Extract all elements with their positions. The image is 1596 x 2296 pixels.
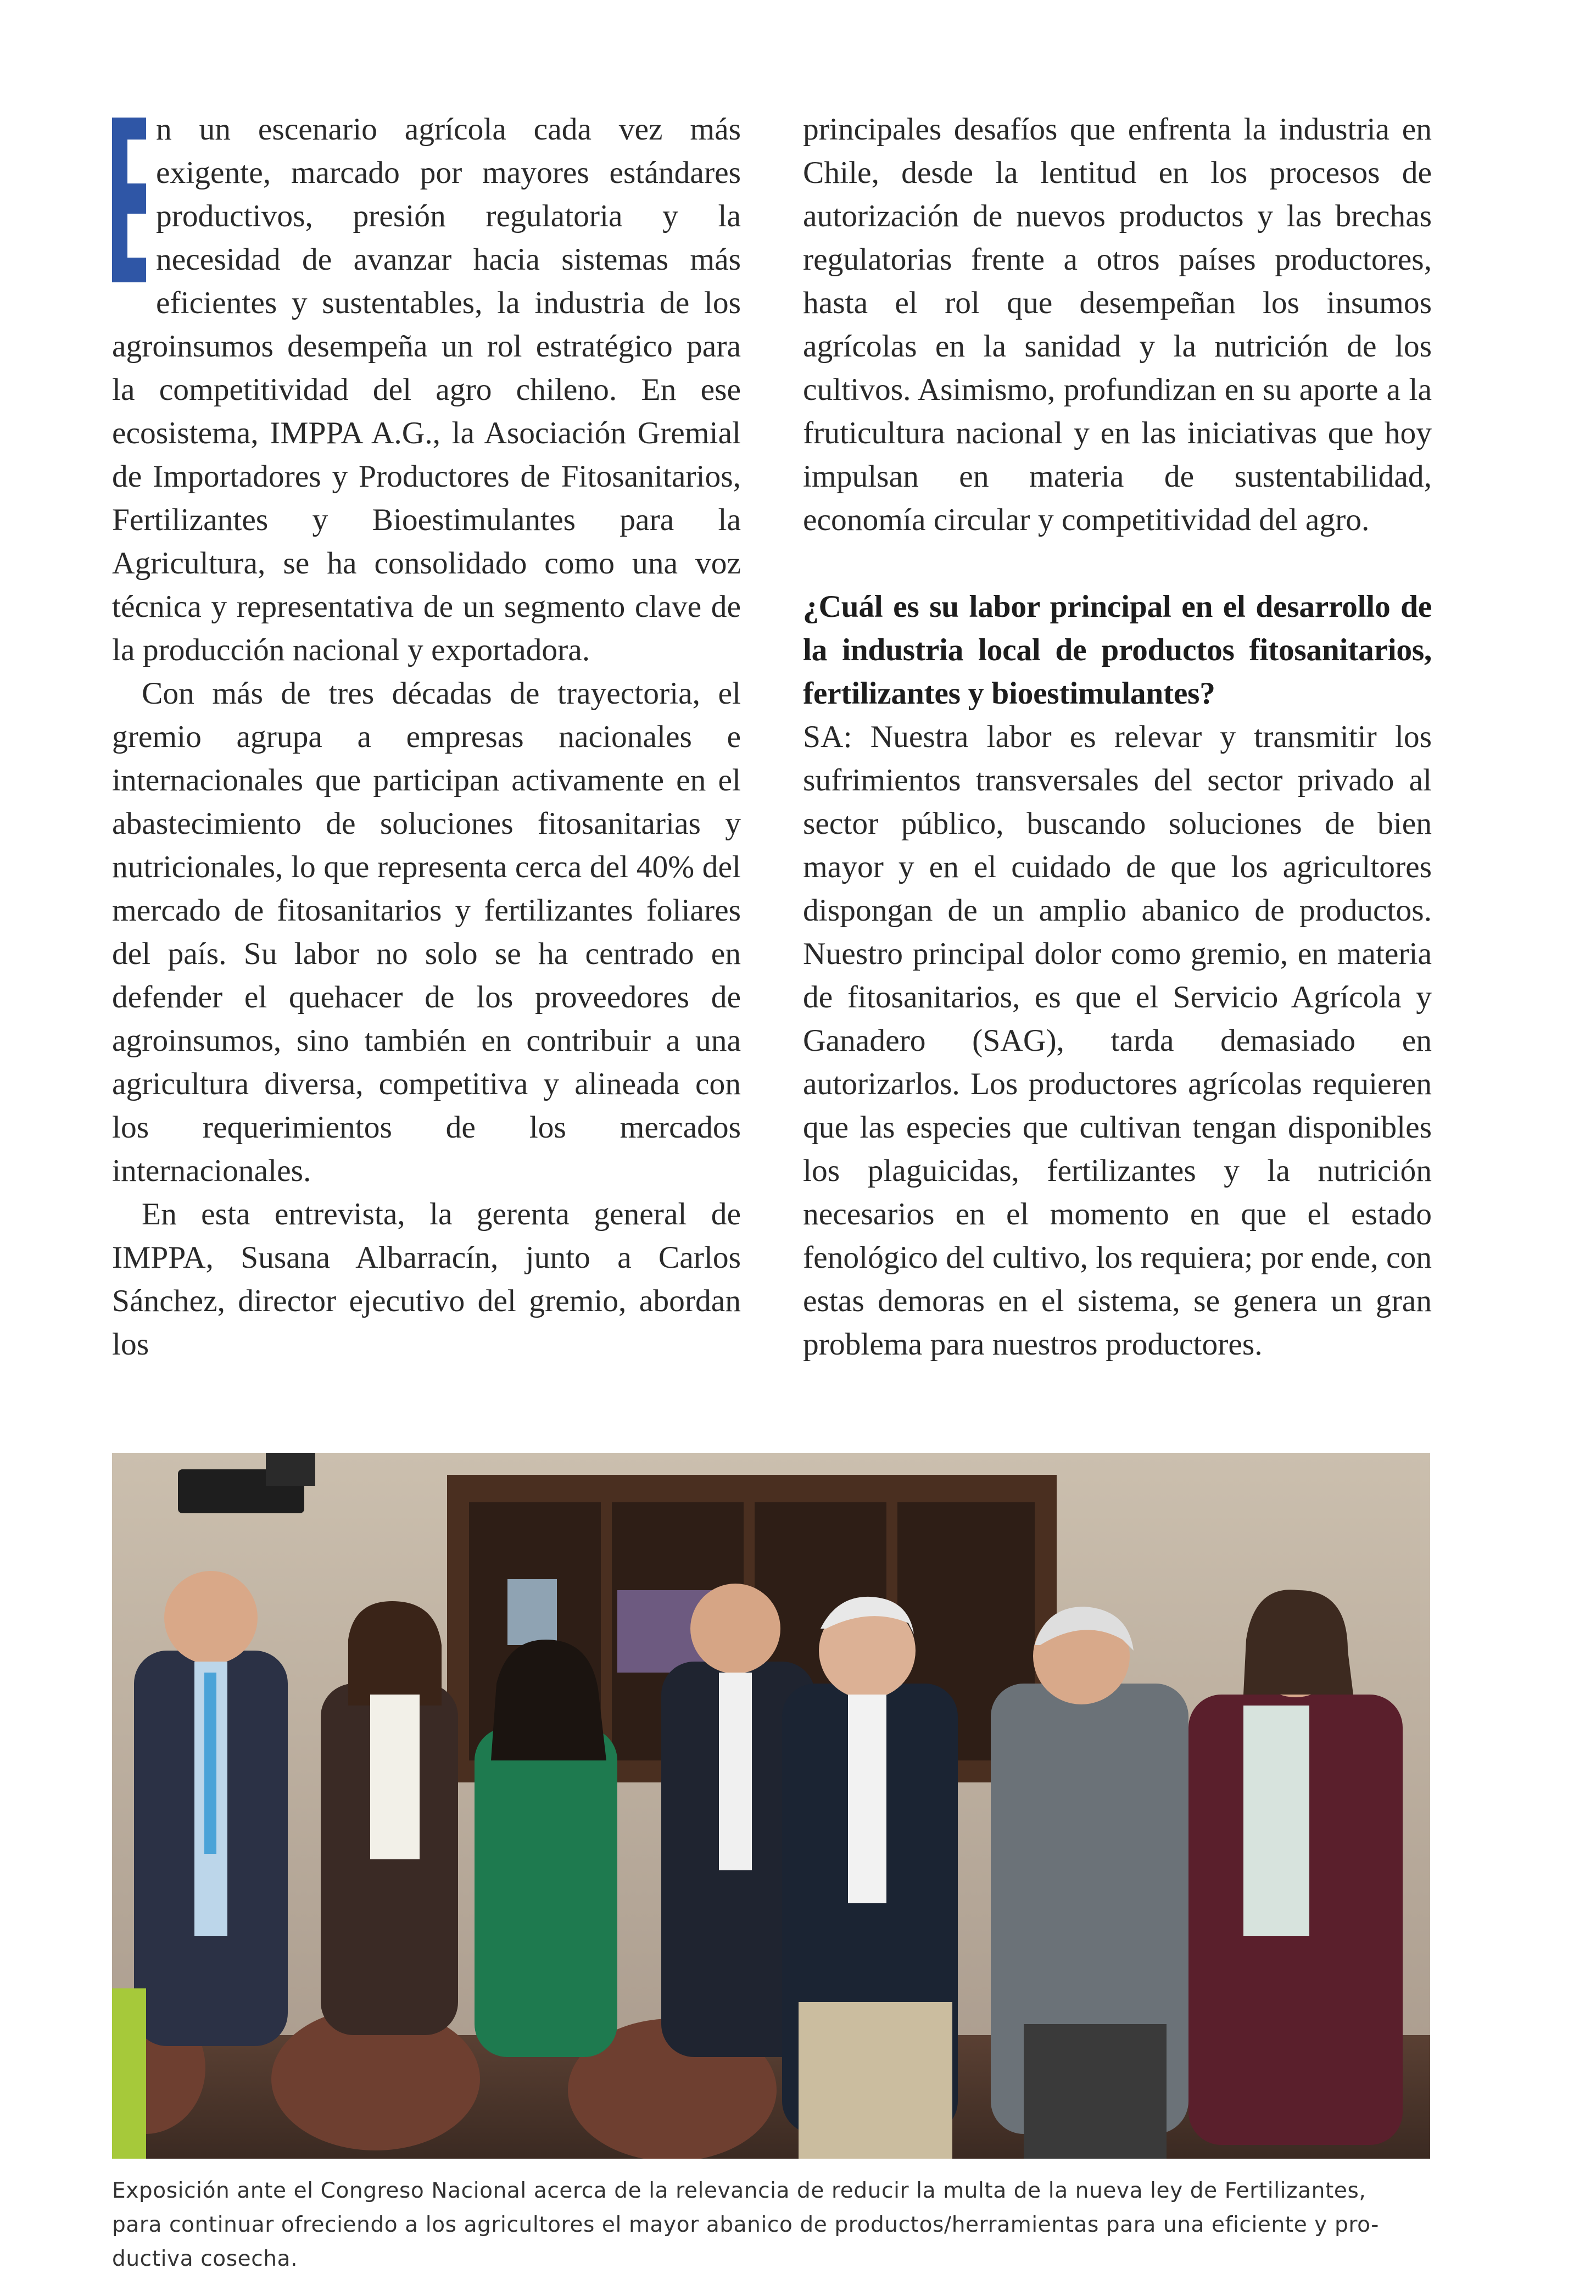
article-paragraph-history: Con más de tres décadas de trayectoria, el gremio agrupa a empresas nacionales e internacionales que participan activamente en el abastecimiento de soluciones fitosanitarias y nutricionales, lo que representa cerca del 40% del mercado de fitosanitarios y fertilizantes foliares del país. Su labor no solo se ha centrado en defender el quehacer de los proveedores de agroinsumos, sino también en contribuir a una agricultura diversa, competitiva y alineada con los requerimientos de los mercados internacionales.	[112, 676, 741, 1188]
caption-line-3: ductiva cosecha.	[112, 2247, 298, 2271]
photo-caption	[112, 2174, 1430, 2276]
dropcap-letter-graphic	[112, 118, 146, 282]
interview-question: ¿Cuál es su labor principal en el desarrollo de la industria local de productos fitosanitarios, fertilizantes y bioestimulantes?	[803, 589, 1432, 711]
accent-bar	[112, 1988, 146, 2159]
caption-line-1: Exposición ante el Congreso Nacional acerca de la relevancia de reducir la multa de la nueva ley de Fertilizantes,	[112, 2178, 1366, 2203]
article-paragraph-challenges: principales desafíos que enfrenta la industria en Chile, desde la lentitud en los procesos de autorización de nuevos productos y las brechas regulatorias frente a otros países productores, hasta el rol que desempeñan los insumos agrícolas en la sanidad y la nutrición de los cultivos. Asimismo, profundizan en su aporte a la fruticultura nacional y en las iniciativas que hoy impulsan en materia de sustentabilidad, economía circular y competitividad del agro.	[803, 112, 1432, 537]
dropcap	[112, 118, 146, 282]
article-paragraph-interview-intro: En esta entrevista, la gerenta general de IMPPA, Susana Albarracín, junto a Carlos Sánchez, director ejecutivo del gremio, abordan los	[112, 1197, 741, 1362]
caption-line-2: para continuar ofreciendo a los agricultores el mayor abanico de productos/herramientas para una eficiente y pro-	[112, 2213, 1379, 2237]
interview-answer: SA: Nuestra labor es relevar y transmitir los sufrimientos transversales del sector privado al sector público, buscando soluciones de bien mayor y en el cuidado de que los agricultores dispongan de un amplio abanico de productos. Nuestro principal dolor como gremio, en materia de fitosanitarios, es que el Servicio Agrícola y Ganadero (SAG), tarda demasiado en autorizarlos. Los productores agrícolas requieren que las especies que cultivan tengan disponibles los plaguicidas, fertilizantes y la nutrición necesarios en el momento en que el estado fenológico del cultivo, los requiera; por ende, con estas demoras en el sistema, se genera un gran problema para nuestros productores.	[803, 720, 1432, 1362]
group-photo	[112, 1453, 1430, 2159]
article-left-column	[112, 108, 741, 1366]
article-paragraph-intro: n un escenario agrícola cada vez más exigente, marcado por mayores estándares productivos, presión regulatoria y la necesidad de avanzar hacia sistemas más eficientes y sustentables, la industria de los agroinsumos desempeña un rol estratégico para la competitividad del agro chileno. En ese ecosistema, IMPPA A.G., la Asociación Gremial de Importadores y Productores de Fitosanitarios, Fertilizantes y Bioestimulantes para la Agricultura, se ha consolidado como una voz técnica y representativa de un segmento clave de la producción nacional y exportadora.	[112, 112, 741, 667]
article-right-column	[803, 108, 1432, 1366]
